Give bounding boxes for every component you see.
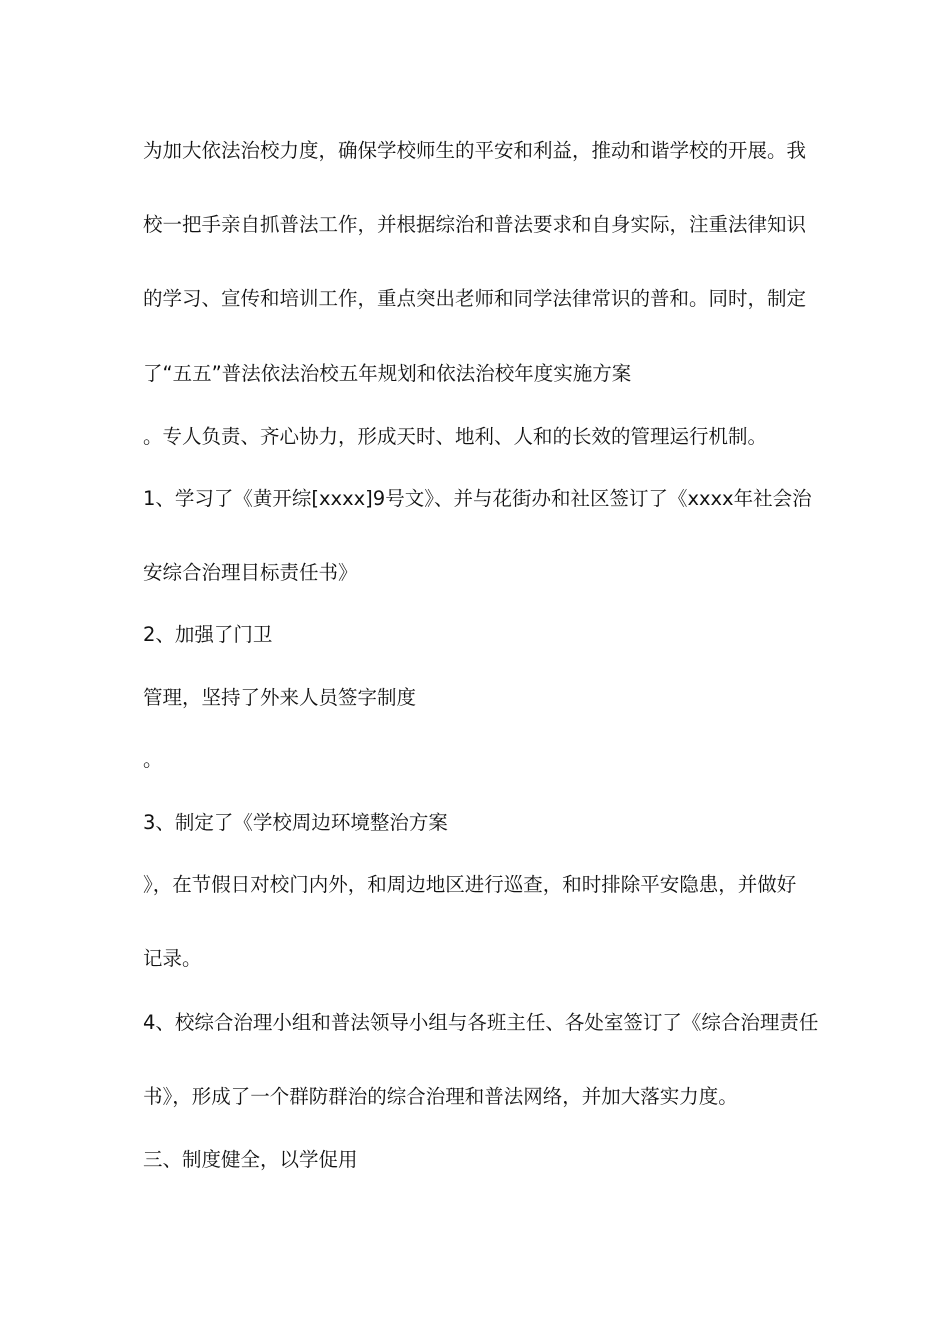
list-item-1-line-2: 安综合治理目标责任书》 <box>143 561 358 584</box>
list-item-1-line-1: 1、学习了《黄开综[xxxx]9号文》、并与花街办和社区签订了《xxxx年社会治 <box>143 487 812 510</box>
list-item-3-line-2: 》，在节假日对校门内外，和周边地区进行巡查，和时排除平安隐患，并做好 <box>143 873 797 896</box>
list-item-2-line-2: 管理，坚持了外来人员签字制度 <box>143 686 417 709</box>
paragraph-line-3: 的学习、宣传和培训工作，重点突出老师和同学法律常识的普和。同时，制定 <box>143 287 807 310</box>
list-item-4-line-1: 4、校综合治理小组和普法领导小组与各班主任、各处室签订了《综合治理责任 <box>143 1011 819 1034</box>
list-item-3-line-1: 3、制定了《学校周边环境整治方案 <box>143 811 448 834</box>
paragraph-line-5: 。专人负责、齐心协力，形成天时、地利、人和的长效的管理运行机制。 <box>143 425 768 448</box>
list-item-4-line-2: 书》，形成了一个群防群治的综合治理和普法网络，并加大落实力度。 <box>143 1085 738 1108</box>
list-item-3-line-3: 记录。 <box>143 947 202 970</box>
list-item-2-line-3: 。 <box>143 748 163 771</box>
list-item-2-line-1: 2、加强了门卫 <box>143 623 273 646</box>
paragraph-line-2: 校一把手亲自抓普法工作，并根据综治和普法要求和自身实际，注重法律知识 <box>143 213 807 236</box>
paragraph-line-1: 为加大依法治校力度，确保学校师生的平安和利益，推动和谐学校的开展。我 <box>143 139 807 162</box>
paragraph-line-4: 了“五五”普法依法治校五年规划和依法治校年度实施方案 <box>143 362 632 385</box>
section-heading: 三、制度健全，以学促用 <box>143 1148 358 1171</box>
